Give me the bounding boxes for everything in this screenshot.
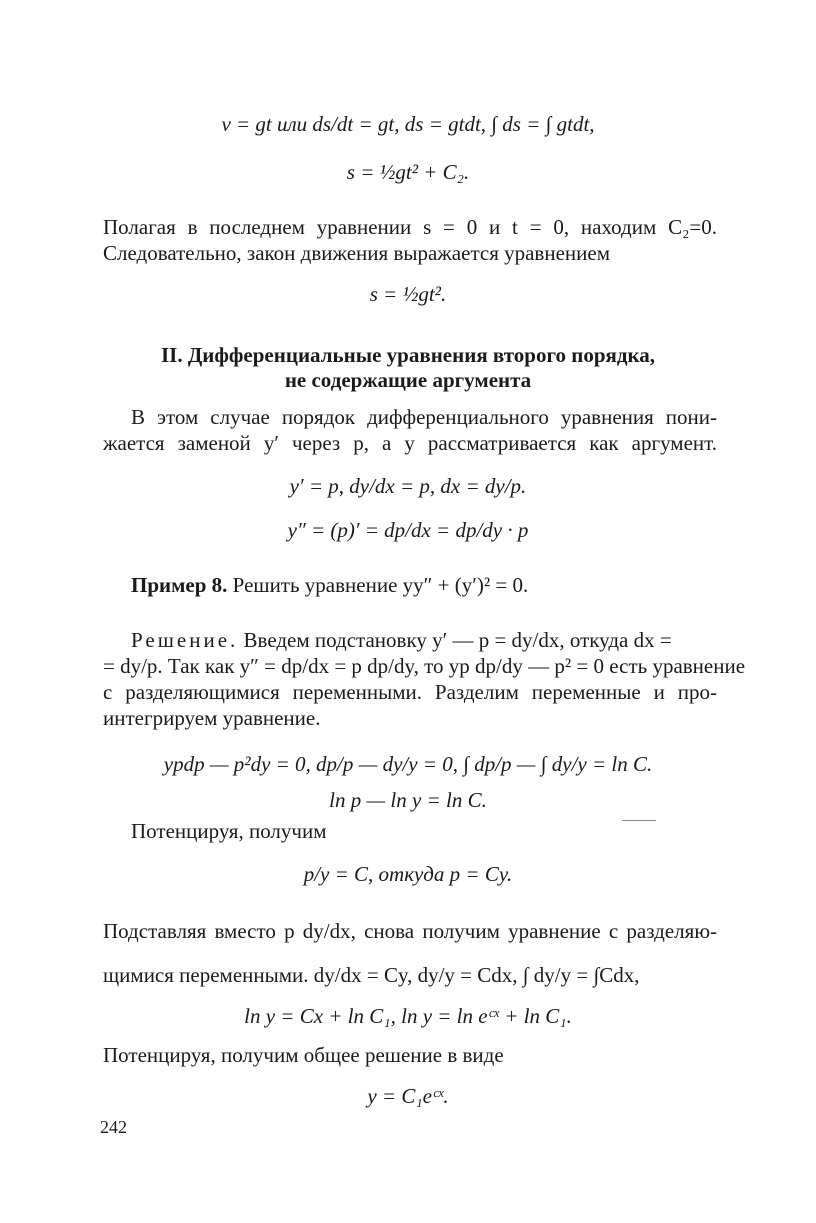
paragraph-line: Потенцируя, получим общее решение в виде [103,1043,504,1067]
paragraph-line: интегрируем уравнение. [103,706,321,730]
equation-substitution: y′ = p, dy/dx = p, dx = dy/p. [289,474,527,498]
section-heading-line1: II. Дифференциальные уравнения второго порядка, [160,343,656,367]
equation-p-cy: p/y = C, откуда p = Cy. [303,862,513,886]
equation-s-general: s = ½gt² + C₂. [346,160,470,184]
equation-ln-y: ln y = Cx + ln C₁, ln y = ln eᶜˣ + ln C₁. [244,1004,572,1028]
example-label: Пример 8. [131,573,228,597]
equation-second-derivative: y″ = (p)′ = dp/dx = dp/dy · p [287,518,529,542]
equation-law-of-motion: s = ½gt². [369,282,447,306]
page-number: 242 [100,1117,127,1137]
paragraph-line: щимися переменными. dy/dx = Cy, dy/y = Cdx, ∫ dy/y = ∫Cdx, [103,963,640,987]
equation-velocity: v = gt или ds/dt = gt, ds = gtdt, ∫ ds = ∫ gtdt, [221,112,595,136]
example-line [131,572,528,598]
paragraph-line: с разделяющимися переменными. Разделим переменные и про- [103,680,717,704]
paragraph-line: Потенцируя, получим [131,819,327,843]
equation-log: ln p — ln y = ln C. [329,788,487,812]
stray-mark [622,820,656,821]
section-heading-line2: не содержащие аргумента [284,368,532,392]
paragraph-line: В этом случае порядок дифференциального уравнения пони- [131,405,717,429]
paragraph-line: Подставляя вместо p dy/dx, снова получим уравнение с разделяю- [103,919,717,943]
solution-text: Введем подстановку y′ — p = dy/dx, откуда dx = [243,628,672,652]
paragraph-line: жается заменой y′ через p, а y рассматривается как аргумент. [103,431,717,455]
equation-separated: ypdp — p²dy = 0, dp/p — dy/y = 0, ∫ dp/p — ∫ dy/y = ln C. [163,752,653,776]
example-text: Решить уравнение yy″ + (y′)² = 0. [232,573,529,597]
solution-line [131,627,717,653]
paragraph-line: Следовательно, закон движения выражается уравнением [103,241,610,265]
paragraph-line: = dy/p. Так как y″ = dp/dx = p dp/dy, то yp dp/dy — p² = 0 есть уравнение [103,654,746,678]
paragraph-line: Полагая в последнем уравнении s = 0 и t = 0, находим C₂=0. [103,215,717,239]
solution-label: Решение. [131,628,239,652]
equation-general-solution: y = C₁eᶜˣ. [367,1084,449,1108]
